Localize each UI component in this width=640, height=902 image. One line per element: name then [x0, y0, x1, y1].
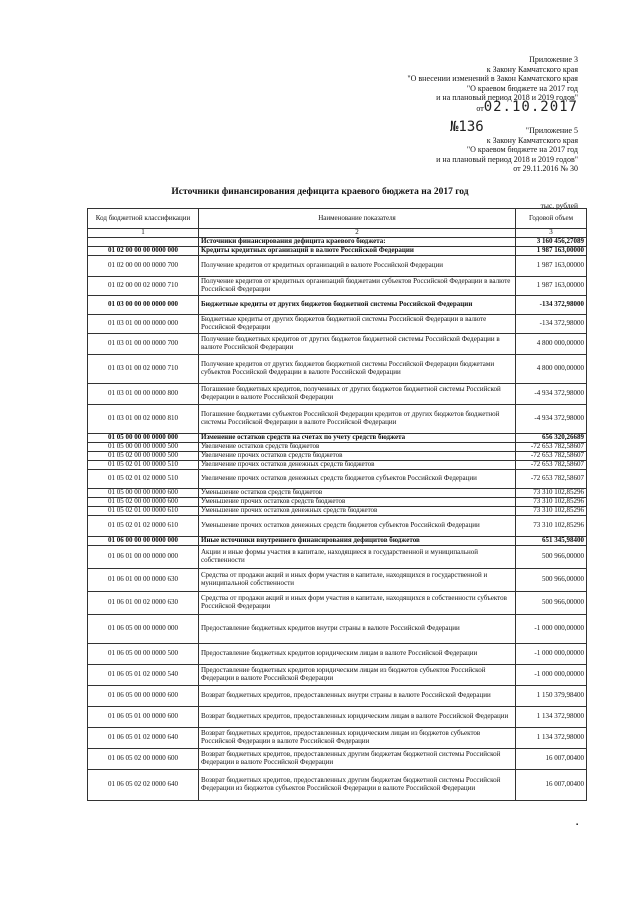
name-cell: Возврат бюджетных кредитов, предоставленных внутри страны в валюте Российской Федерации — [199, 686, 516, 707]
amount-cell: 651 345,98400 — [516, 537, 587, 546]
name-cell: Получение кредитов от кредитных организаций в валюте Российской Федерации — [199, 256, 516, 277]
code-cell — [88, 238, 199, 247]
table-row — [88, 615, 587, 644]
amount-cell: 3 160 456,27089 — [516, 238, 587, 247]
table-row — [88, 707, 587, 728]
code-cell: 01 06 00 00 00 0000 000 — [88, 537, 199, 546]
document-title: Источники финансирования дефицита краевого бюджета на 2017 год — [171, 187, 469, 197]
table-row — [88, 507, 587, 516]
table-row — [88, 665, 587, 686]
appendix-5-line: к Закону Камчатского края — [486, 135, 578, 145]
amount-cell: 4 800 000,00000 — [516, 334, 587, 355]
table-row — [88, 537, 587, 546]
table-row — [88, 247, 587, 256]
column-number: 1 — [88, 229, 199, 238]
page-mark: ▪ — [576, 822, 579, 828]
table-row — [88, 384, 587, 405]
table-row — [88, 498, 587, 507]
table-row — [88, 443, 587, 452]
name-cell: Иные источники внутреннего финансирования дефицитов бюджетов — [199, 537, 516, 546]
amount-cell: 73 310 102,85296 — [516, 507, 587, 516]
code-cell: 01 06 05 00 00 0000 600 — [88, 686, 199, 707]
table-row — [88, 569, 587, 592]
table-row — [88, 334, 587, 355]
name-cell: Средства от продажи акций и иных форм участия в капитале, находящихся в государственной и муниципальной собственности — [199, 569, 516, 592]
code-cell: 01 05 00 00 00 0000 500 — [88, 443, 199, 452]
code-cell: 01 06 05 00 00 0000 000 — [88, 615, 199, 644]
amount-cell: 1 134 372,98000 — [516, 728, 587, 749]
amount-cell: 1 150 379,98400 — [516, 686, 587, 707]
amount-cell: -72 653 782,58607 — [516, 443, 587, 452]
code-cell: 01 03 01 00 00 0000 800 — [88, 384, 199, 405]
name-cell: Погашение бюджетных кредитов, полученных от других бюджетов бюджетной системы Российской Федерации в валюте Российской Федерации — [199, 384, 516, 405]
table-row — [88, 355, 587, 384]
appendix-3-line: к Закону Камчатского края — [486, 64, 578, 74]
amount-cell: 500 966,00000 — [516, 546, 587, 569]
table-row — [88, 770, 587, 801]
name-cell: Уменьшение остатков средств бюджетов — [199, 489, 516, 498]
code-cell: 01 02 00 00 00 0000 000 — [88, 247, 199, 256]
amount-cell: -1 000 000,00000 — [516, 615, 587, 644]
amount-cell: -1 000 000,00000 — [516, 665, 587, 686]
table-row — [88, 434, 587, 443]
amount-cell: -134 372,98000 — [516, 315, 587, 334]
table-row — [88, 728, 587, 749]
code-cell: 01 06 05 01 00 0000 600 — [88, 707, 199, 728]
amount-cell: 500 966,00000 — [516, 592, 587, 615]
name-cell: Предоставление бюджетных кредитов юридическим лицам в валюте Российской Федерации — [199, 644, 516, 665]
amount-cell: 73 310 102,85296 — [516, 489, 587, 498]
name-cell: Увеличение остатков средств бюджетов — [199, 443, 516, 452]
code-cell: 01 03 01 00 02 0000 810 — [88, 405, 199, 434]
header-name: Наименование показателя — [199, 209, 516, 229]
code-cell: 01 05 02 01 00 0000 610 — [88, 507, 199, 516]
table-row — [88, 686, 587, 707]
amount-cell: 1 987 163,00000 — [516, 277, 587, 296]
budget-sources-table — [87, 208, 587, 801]
table-header-row — [88, 209, 587, 229]
name-cell: Предоставление бюджетных кредитов внутри страны в валюте Российской Федерации — [199, 615, 516, 644]
name-cell: Кредиты кредитных организаций в валюте Российской Федерации — [199, 247, 516, 256]
table-row — [88, 546, 587, 569]
table-row — [88, 452, 587, 461]
code-cell: 01 06 01 00 02 0000 630 — [88, 592, 199, 615]
header-amount: Годовой объем — [516, 209, 587, 229]
handwritten-date: 02.10.2017 — [483, 98, 578, 115]
code-cell: 01 06 05 00 00 0000 500 — [88, 644, 199, 665]
table-row — [88, 516, 587, 537]
amount-cell: 16 007,00400 — [516, 749, 587, 770]
table-row — [88, 470, 587, 489]
code-cell: 01 03 00 00 00 0000 000 — [88, 296, 199, 315]
table-row — [88, 277, 587, 296]
name-cell: Источники финансирования дефицита краевого бюджета: — [199, 238, 516, 247]
name-cell: Возврат бюджетных кредитов, предоставленных другим бюджетам бюджетной системы Российской Федерации в валюте Российской Федерации — [199, 749, 516, 770]
appendix-3-line: и на плановый период 2018 и 2019 годов" — [436, 93, 578, 102]
appendix-3-line: Приложение 3 — [529, 55, 578, 64]
name-cell: Увеличение прочих остатков денежных средств бюджетов — [199, 461, 516, 470]
appendix-3-header — [278, 55, 578, 113]
name-cell: Акции и иные формы участия в капитале, находящиеся в государственной и муниципальной собственности — [199, 546, 516, 569]
code-cell: 01 05 02 01 00 0000 510 — [88, 461, 199, 470]
amount-cell: -72 653 782,58607 — [516, 470, 587, 489]
amount-cell: -72 653 782,58607 — [516, 461, 587, 470]
amount-cell: -1 000 000,00000 — [516, 644, 587, 665]
name-cell: Увеличение прочих остатков денежных средств бюджетов субъектов Российской Федерации — [199, 470, 516, 489]
amount-cell: 656 320,26689 — [516, 434, 587, 443]
code-cell: 01 03 01 00 00 0000 700 — [88, 334, 199, 355]
appendix-3-line: "О внесении изменений в Закон Камчатского края — [407, 74, 578, 83]
amount-cell: 4 800 000,00000 — [516, 355, 587, 384]
table-row — [88, 749, 587, 770]
code-cell: 01 03 01 00 00 0000 000 — [88, 315, 199, 334]
code-cell: 01 05 02 00 00 0000 600 — [88, 498, 199, 507]
appendix-3-date — [278, 98, 578, 115]
appendix-5-line: и на плановый период 2018 и 2019 годов" — [436, 154, 578, 164]
amount-cell: 16 007,00400 — [516, 770, 587, 801]
name-cell: Уменьшение прочих остатков денежных средств бюджетов — [199, 507, 516, 516]
table-row — [88, 296, 587, 315]
code-cell: 01 06 05 02 02 0000 640 — [88, 770, 199, 801]
code-cell: 01 05 00 00 00 0000 600 — [88, 489, 199, 498]
amount-cell: -4 934 372,98000 — [516, 384, 587, 405]
table-row — [88, 238, 587, 247]
name-cell: Получение кредитов от кредитных организаций бюджетами субъектов Российской Федерации в валюте Российской Федерации — [199, 277, 516, 296]
name-cell: Бюджетные кредиты от других бюджетов бюджетной системы Российской Федерации в валюте Российской Федерации — [199, 315, 516, 334]
name-cell: Возврат бюджетных кредитов, предоставленных юридическим лицам в валюте Российской Федерации — [199, 707, 516, 728]
name-cell: Получение кредитов от других бюджетов бюджетной системы Российской Федерации бюджетами субъектов Российской Федерации в валюте Российской Федерации — [199, 355, 516, 384]
name-cell: Изменение остатков средств на счетах по учету средств бюджета — [199, 434, 516, 443]
code-cell: 01 06 05 01 02 0000 540 — [88, 665, 199, 686]
appendix-5-line: от 29.11.2016 № 30 — [513, 164, 578, 173]
amount-cell: -134 372,98000 — [516, 296, 587, 315]
name-cell: Возврат бюджетных кредитов, предоставленных юридическим лицам из бюджетов субъектов Российской Федерации в валюте Российской Федерации — [199, 728, 516, 749]
code-cell: 01 02 00 00 02 0000 710 — [88, 277, 199, 296]
amount-cell: 1 987 163,00000 — [516, 247, 587, 256]
amount-cell: 73 310 102,85296 — [516, 498, 587, 507]
table-row — [88, 644, 587, 665]
table-row — [88, 315, 587, 334]
code-cell: 01 06 05 02 00 0000 600 — [88, 749, 199, 770]
table-row — [88, 256, 587, 277]
table-row — [88, 405, 587, 434]
amount-cell: 500 966,00000 — [516, 569, 587, 592]
name-cell: Получение бюджетных кредитов от других бюджетов бюджетной системы Российской Федерации в валюте Российской Федерации — [199, 334, 516, 355]
table-row — [88, 461, 587, 470]
code-cell: 01 06 05 01 02 0000 640 — [88, 728, 199, 749]
header-code: Код бюджетной классификации — [88, 209, 199, 229]
handwritten-document-number: №136 — [450, 119, 484, 135]
column-number-row — [88, 229, 587, 238]
amount-cell: 1 134 372,98000 — [516, 707, 587, 728]
code-cell: 01 05 02 01 02 0000 510 — [88, 470, 199, 489]
name-cell: Увеличение прочих остатков средств бюджетов — [199, 452, 516, 461]
appendix-5-line: "О краевом бюджете на 2017 год — [466, 145, 578, 154]
name-cell: Средства от продажи акций и иных форм участия в капитале, находящихся в собственности субъектов Российской Федерации — [199, 592, 516, 615]
amount-cell: 73 310 102,85296 — [516, 516, 587, 537]
amount-cell: -72 653 782,58607 — [516, 452, 587, 461]
unit-label: тыс. рублей — [540, 201, 578, 210]
column-number: 2 — [199, 229, 516, 238]
date-prefix: от — [476, 103, 484, 113]
code-cell: 01 05 02 01 02 0000 610 — [88, 516, 199, 537]
appendix-5-header — [278, 126, 578, 174]
name-cell: Предоставление бюджетных кредитов юридическим лицам из бюджетов субъектов Российской Федерации в валюте Российской Федерации — [199, 665, 516, 686]
appendix-5-line: "Приложение 5 — [525, 126, 578, 135]
code-cell: 01 03 01 00 02 0000 710 — [88, 355, 199, 384]
code-cell: 01 06 01 00 00 0000 000 — [88, 546, 199, 569]
table-row — [88, 489, 587, 498]
amount-cell: 1 987 163,00000 — [516, 256, 587, 277]
code-cell: 01 05 02 00 00 0000 500 — [88, 452, 199, 461]
column-number: 3 — [516, 229, 587, 238]
name-cell: Погашение бюджетами субъектов Российской Федерации кредитов от других бюджетов бюджетной системы Российской Федерации в валюте Российской Федерации — [199, 405, 516, 434]
name-cell: Бюджетные кредиты от других бюджетов бюджетной системы Российской Федерации — [199, 296, 516, 315]
code-cell: 01 05 00 00 00 0000 000 — [88, 434, 199, 443]
amount-cell: -4 934 372,98000 — [516, 405, 587, 434]
name-cell: Возврат бюджетных кредитов, предоставленных другим бюджетам бюджетной системы Российской Федерации из бюджетов субъектов Российской Федерации в валюте Российской Федерации — [199, 770, 516, 801]
table-row — [88, 592, 587, 615]
code-cell: 01 02 00 00 00 0000 700 — [88, 256, 199, 277]
name-cell: Уменьшение прочих остатков средств бюджетов — [199, 498, 516, 507]
name-cell: Уменьшение прочих остатков денежных средств бюджетов субъектов Российской Федерации — [199, 516, 516, 537]
appendix-3-line: "О краевом бюджете на 2017 год — [466, 83, 578, 93]
code-cell: 01 06 01 00 00 0000 630 — [88, 569, 199, 592]
